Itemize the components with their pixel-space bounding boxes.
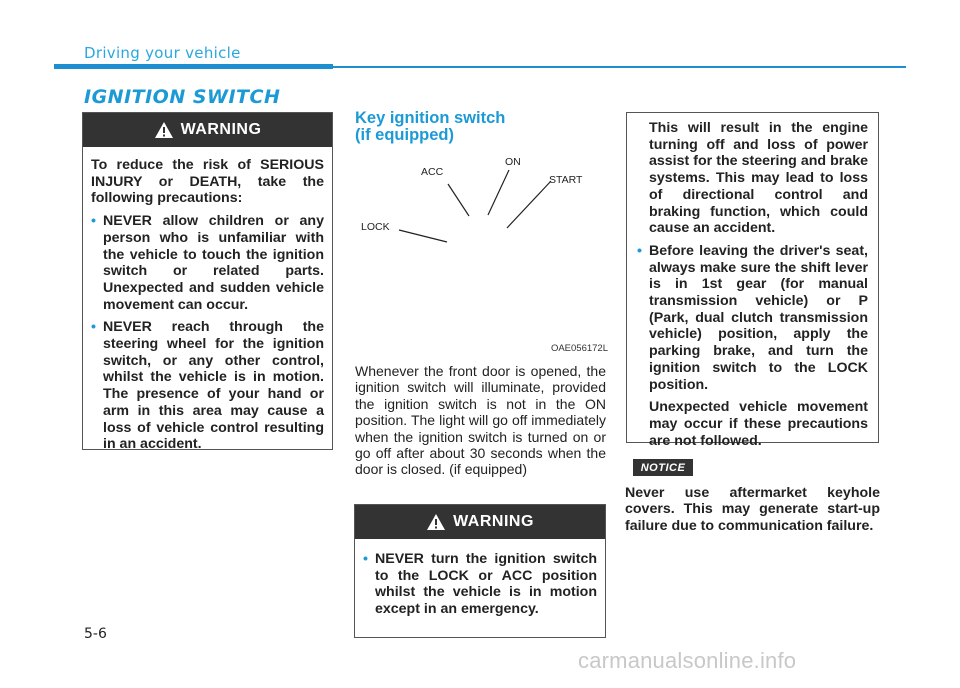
- warning-bullet: • NEVER reach through the steering wheel for the ignition switch, or any other control, whilst the vehicle is in motion. The presence of your hand or arm in this area may cause a loss of vehicle control resulting in an accident.: [91, 319, 324, 453]
- section-header-label: Driving your vehicle: [84, 44, 241, 62]
- acc-position-label: ACC: [421, 166, 444, 178]
- warning-body: [83, 147, 332, 469]
- warning-heading: WARNING: [180, 121, 262, 138]
- warning-bullet: • Before leaving the driver's seat, always make sure the shift lever is in 1st gear (for manual transmission vehicle) or P (Park, dual clutch transmission vehicle) position, apply the parking brake, and turn the ignition switch to the LOCK position.: [637, 242, 868, 393]
- warning-box-right: [626, 112, 879, 449]
- warning-body: [627, 113, 878, 463]
- lock-position-label: LOCK: [361, 221, 390, 233]
- warning-triangle-icon: [426, 513, 446, 531]
- notice-text: Never use aftermarket keyhole covers. This may generate start-up failure due to communication failure.: [625, 485, 880, 534]
- warning-bullet: • NEVER allow children or any person who is unfamiliar with the vehicle to touch the ignition switch or related parts. Unexpected and sudden vehicle movement can occur.: [91, 213, 324, 313]
- warning-triangle-icon: [154, 121, 174, 139]
- warning-header: [355, 505, 605, 539]
- bullet-dot: •: [91, 213, 96, 230]
- subsection-heading: Key ignition switch (if equipped): [355, 109, 506, 144]
- bullet-dot: •: [91, 319, 96, 336]
- warning-continued-text: This will result in the engine turning off and loss of power assist for the steering and brake systems. This may lead to loss of directional control and braking function, which could cause an accident.: [649, 120, 868, 237]
- image-code: OAE056172L: [550, 343, 608, 354]
- watermark: carmanualsonline.info: [578, 648, 797, 673]
- header-rule-thick: [54, 64, 333, 69]
- warning-heading: WARNING: [453, 513, 534, 530]
- page-number: 5-6: [84, 626, 107, 642]
- warning-bullet: • NEVER turn the ignition switch to the LOCK or ACC position whilst the vehicle is in motion except in an emergency.: [363, 551, 597, 618]
- warning-box-left: [82, 112, 333, 453]
- header-rule-thin: [333, 66, 906, 68]
- start-position-label: START: [549, 174, 583, 186]
- notice-badge: NOTICE: [633, 459, 693, 476]
- bullet-dot: •: [363, 551, 368, 567]
- warning-header: [83, 113, 332, 147]
- on-position-label: ON: [505, 156, 521, 168]
- page-title: IGNITION SWITCH: [84, 86, 281, 108]
- warning-closing-text: Unexpected vehicle movement may occur if these precautions are not followed.: [649, 399, 868, 449]
- warning-box-middle: [354, 504, 606, 638]
- warning-intro: To reduce the risk of SERIOUS INJURY or DEATH, take the following precautions:: [91, 157, 324, 207]
- warning-body: [355, 539, 605, 634]
- bullet-dot: •: [637, 242, 642, 259]
- body-paragraph: Whenever the front door is opened, the ignition switch will illuminate, provided the ignition switch is not in the ON position. The light will go off immediately when the ignition switch is turned on or go off after about 30 seconds when the door is closed. (if equipped): [355, 363, 606, 478]
- ignition-switch-diagram: [355, 148, 608, 356]
